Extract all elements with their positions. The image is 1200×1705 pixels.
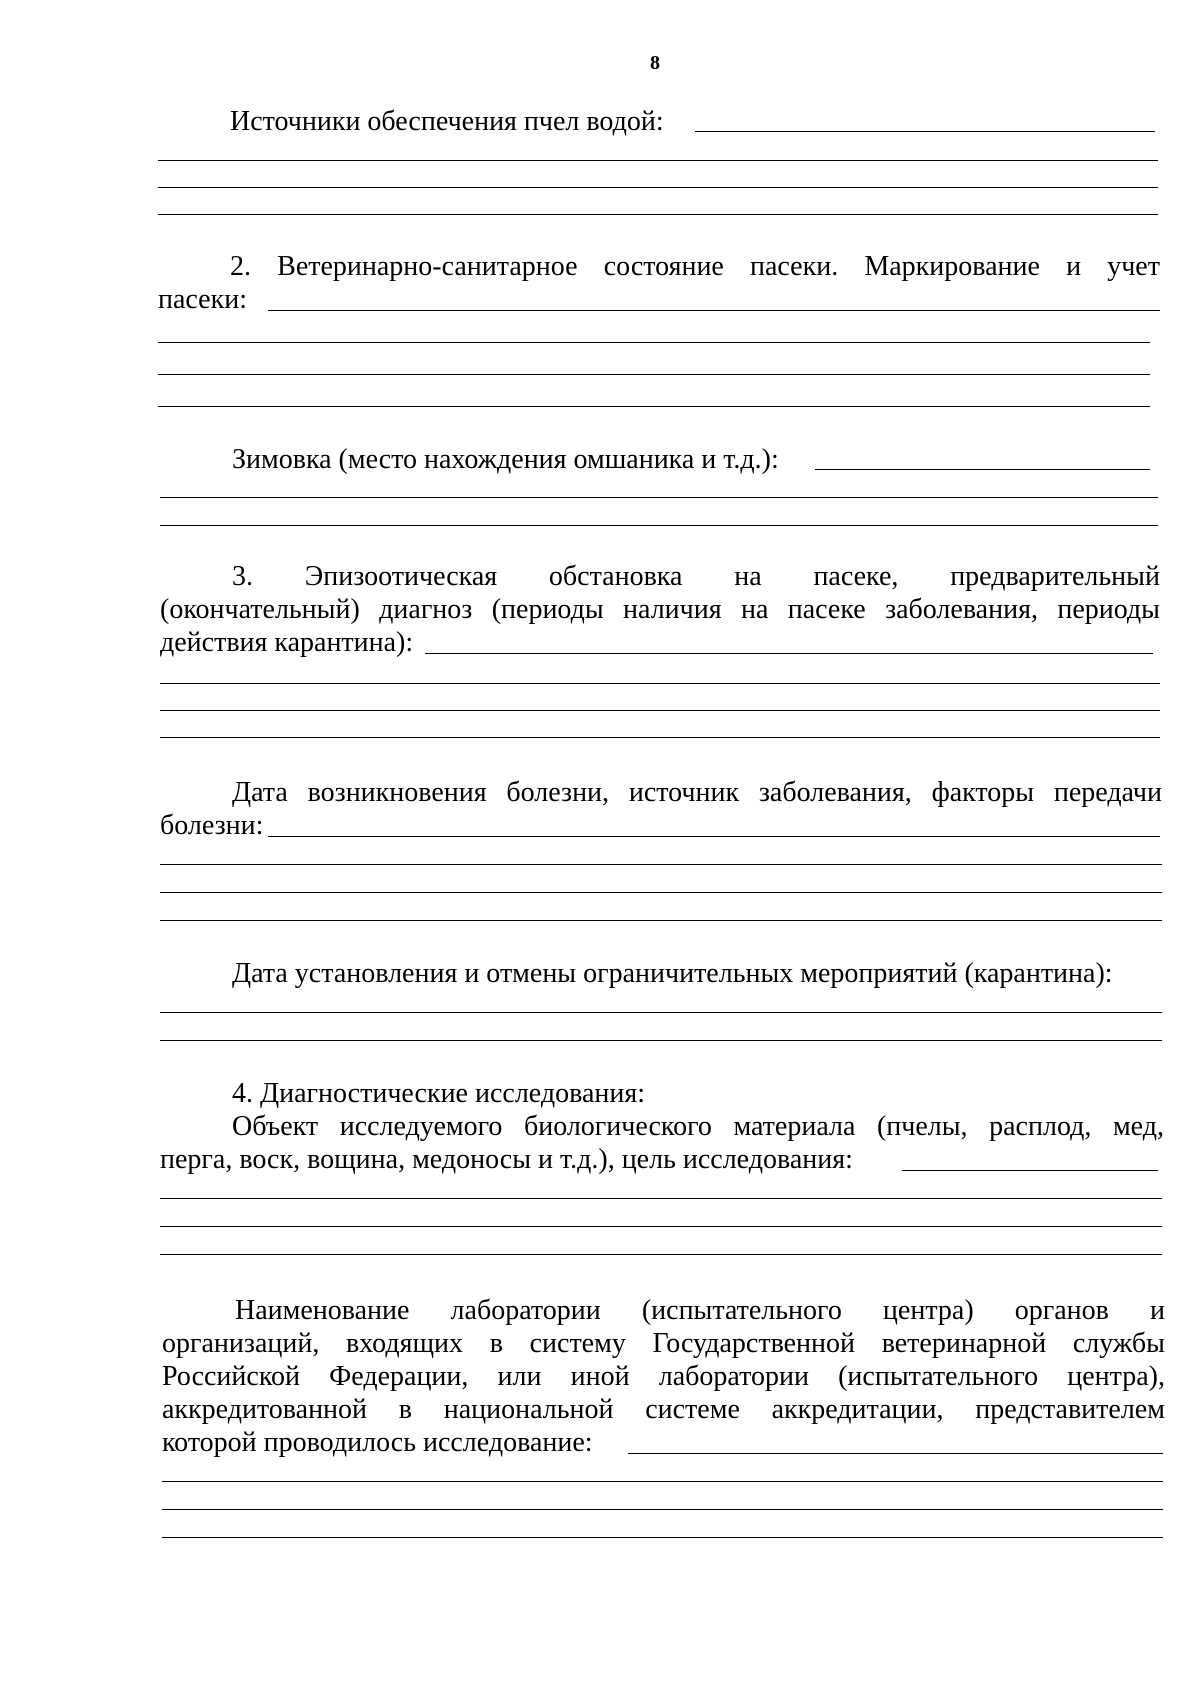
section2-line2: пасеки: [158,284,247,315]
word: органов [1014,1295,1109,1326]
word: центра) [882,1295,974,1326]
disease-date-line2: болезни: [160,810,264,841]
word: национальной [443,1394,614,1425]
word: на [740,594,769,625]
section3-line1 [232,560,1160,593]
section4-line1 [232,1110,1164,1143]
fill-line [160,1254,1162,1255]
word: в [489,1328,503,1359]
fill-line [160,710,1160,711]
section4-title: 4. Диагностические исследования: [232,1078,645,1109]
fill-line [628,1453,1163,1454]
fill-line [160,1198,1162,1199]
word: систему [529,1328,626,1359]
laboratory-line4 [162,1393,1165,1426]
word: системе [645,1394,740,1425]
laboratory-line3 [162,1360,1165,1393]
word: Российской [162,1361,300,1392]
section3-line2 [160,593,1160,626]
fill-line [160,1040,1162,1041]
word: и [1066,251,1082,282]
laboratory-line1 [235,1294,1165,1327]
word: периоды [1057,594,1160,625]
word: передачи [1053,777,1162,808]
section3-line3: действия карантина): [160,627,414,658]
word: в [398,1394,412,1425]
word: материала [733,1111,856,1142]
word: Эпизоотическая [304,561,498,592]
section4-line2: перга, воск, вощина, медоносы и т.д.), цель исследования: [160,1144,853,1175]
word: лаборатории [450,1295,601,1326]
word: исследуемого [339,1111,503,1142]
word: пасеке, [813,561,899,592]
fill-line [158,406,1150,407]
word: аккредитованной [162,1394,368,1425]
word: источник [628,777,740,808]
water-sources-label: Источники обеспечения пчел водой: [230,106,664,137]
word: на [734,561,762,592]
word: пасеке [787,594,866,625]
fill-line [268,310,1160,311]
fill-line [158,160,1158,161]
fill-line [815,469,1150,470]
fill-line [902,1170,1158,1171]
word: входящих [346,1328,464,1359]
wintering-label: Зимовка (место нахождения омшаника и т.д.): [232,444,779,475]
word: иной [570,1361,630,1392]
word: (периоды [491,594,604,625]
page-number: 8 [650,52,660,74]
fill-line [160,864,1162,865]
word: учет [1107,251,1160,282]
fill-line [160,683,1160,684]
word: обстановка [548,561,683,592]
fill-line [158,374,1150,375]
quarantine-label: Дата установления и отмены ограничительных мероприятий (карантина): [232,958,1113,989]
word: Федерации, [329,1361,469,1392]
word: (пчелы, [876,1111,968,1142]
word: Дата [232,777,288,808]
fill-line [160,1226,1162,1227]
fill-line [158,187,1158,188]
fill-line [162,1481,1163,1482]
fill-line [160,892,1162,893]
word: (испытательного [641,1295,842,1326]
word: Наименование [235,1295,410,1326]
word: Маркирование [864,251,1040,282]
fill-line [425,653,1153,654]
word: биологического [523,1111,712,1142]
word: лаборатории [658,1361,809,1392]
fill-line [158,214,1158,215]
word: ветеринарной [881,1328,1047,1359]
fill-line [268,836,1160,837]
word: 2. [230,251,251,282]
disease-date-line1 [232,776,1162,809]
word: наличия [623,594,722,625]
word: предварительный [950,561,1160,592]
fill-line [160,1012,1162,1013]
word: аккредитации, [771,1394,944,1425]
word: и [1149,1295,1165,1326]
word: Ветеринарно-санитарное [277,251,578,282]
laboratory-line5: которой проводилось исследование: [162,1427,593,1458]
word: расплод, [989,1111,1092,1142]
word: заболевания, [758,777,912,808]
word: или [497,1361,542,1392]
fill-line [162,1537,1163,1538]
word: пасеки. [750,251,839,282]
word: мед, [1112,1111,1164,1142]
word: (испытательного [838,1361,1039,1392]
word: центра), [1067,1361,1165,1392]
word: заболевания, [885,594,1038,625]
word: Объект [232,1111,319,1142]
word: службы [1072,1328,1165,1359]
word: Государственной [652,1328,856,1359]
section2-line1 [230,250,1160,283]
laboratory-line2 [162,1327,1165,1360]
fill-line [160,497,1158,498]
fill-line [158,342,1150,343]
fill-line [160,920,1162,921]
fill-line [160,737,1160,738]
fill-line [695,131,1155,132]
fill-line [160,525,1158,526]
word: состояние [603,251,724,282]
word: организаций, [162,1328,320,1359]
word: представителем [975,1394,1165,1425]
word: факторы [931,777,1035,808]
fill-line [162,1509,1163,1510]
word: диагноз [379,594,473,625]
word: 3. [232,561,253,592]
word: болезни, [506,777,610,808]
word: возникновения [307,777,487,808]
word: (окончательный) [160,594,360,625]
